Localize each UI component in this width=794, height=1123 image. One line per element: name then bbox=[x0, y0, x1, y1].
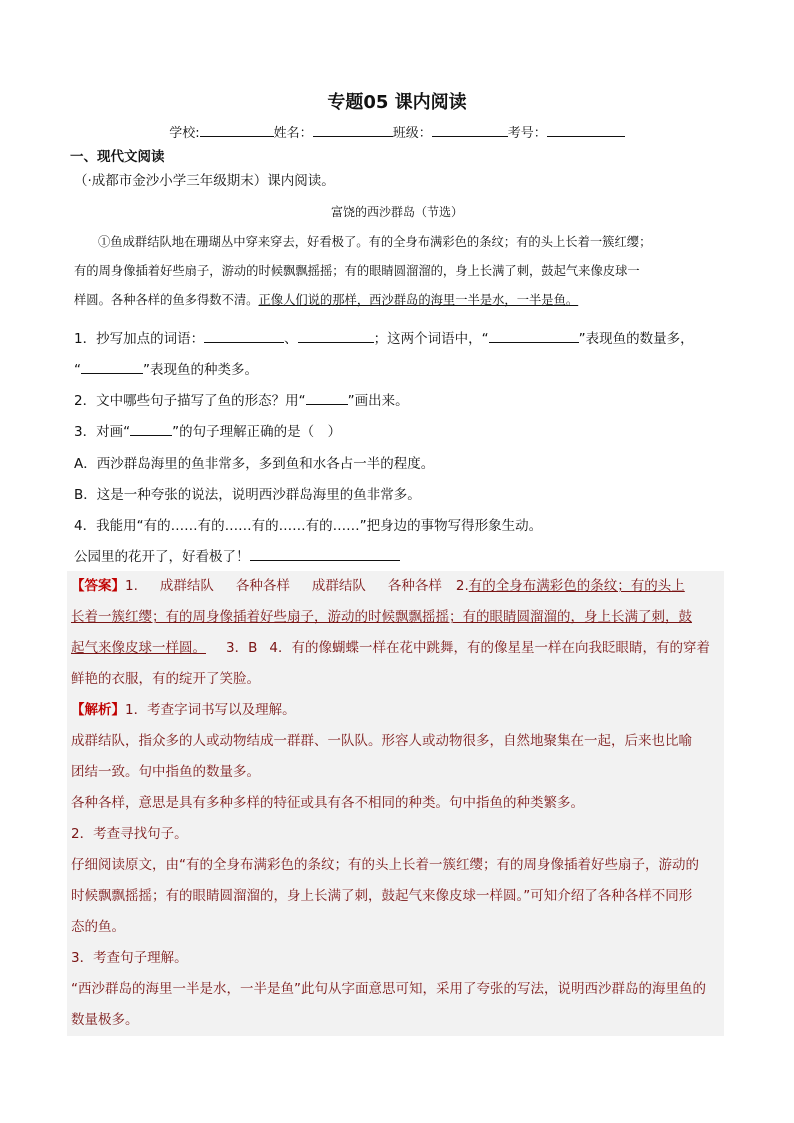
q3-line-sample bbox=[130, 421, 172, 436]
analysis-line: 2．考查寻找句子。 bbox=[71, 826, 188, 842]
question-3 bbox=[74, 420, 341, 440]
name-label: 姓名： bbox=[273, 126, 313, 141]
answer-line: 长着一簇红缨；有的周身像插着好些扇子，游动的时候飘飘摇摇；有的眼睛圆溜溜的，身上长满了刺，鼓 bbox=[71, 609, 692, 625]
class-label: 班级： bbox=[392, 126, 432, 141]
a3-answer: 3．B bbox=[226, 640, 258, 656]
a2-answer: 有的全身布满彩色的条纹；有的头上 bbox=[468, 578, 685, 594]
q4-answer-blank[interactable] bbox=[250, 546, 400, 561]
passage-title: 富饶的西沙群岛（节选） bbox=[330, 205, 463, 219]
analysis-line: 时候飘飘摇摇；有的眼睛圆溜溜的，身上长满了刺，鼓起气来像皮球一样圆。”可知介绍了各种各样不同形 bbox=[71, 888, 693, 904]
analysis-tag: 【解析】 bbox=[71, 702, 125, 718]
question-2 bbox=[74, 389, 409, 409]
analysis-line: “西沙群岛的海里一半是水，一半是鱼”此句从字面意思可知，采用了夸张的写法，说明西沙群岛的海里鱼的 bbox=[71, 981, 706, 997]
q4-example-text: 公园里的花开了，好看极了！ bbox=[74, 549, 250, 565]
passage-line: ①鱼成群结队地在珊瑚丛中穿来穿去，好看极了。有的全身布满彩色的条纹；有的头上长着一簇红缨； bbox=[98, 235, 652, 249]
source-line: （·成都市金沙小学三年级期末）课内阅读。 bbox=[74, 173, 335, 189]
analysis-line: 团结一致。句中指鱼的数量多。 bbox=[71, 764, 260, 780]
question-4: 4．我能用“有的……有的……有的……有的……”把身边的事物写得形象生动。 bbox=[74, 518, 543, 534]
option-a[interactable]: A．西沙群岛海里的鱼非常多，多到鱼和水各占一半的程度。 bbox=[74, 456, 435, 472]
a2-number: 2. bbox=[455, 578, 469, 594]
answer-box bbox=[67, 571, 724, 1036]
section-heading: 一、现代文阅读 bbox=[70, 149, 165, 165]
answer-line: 鲜艳的衣服，有的绽开了笑脸。 bbox=[71, 671, 260, 687]
option-b[interactable]: B．这是一种夸张的说法，说明西沙群岛海里的鱼非常多。 bbox=[74, 487, 421, 503]
q2-text: ”画出来。 bbox=[347, 393, 409, 409]
a4-answer: 有的像蝴蝶一样在花中跳舞，有的像星星一样在向我眨眼睛，有的穿着 bbox=[291, 640, 710, 656]
analysis-line bbox=[71, 695, 296, 726]
analysis-line: 各种各样，意思是具有多种多样的特征或具有各不相同的种类。句中指鱼的种类繁多。 bbox=[71, 795, 584, 811]
q1-blank-1[interactable] bbox=[204, 328, 284, 343]
q1-text: ”表现鱼的数量多， bbox=[578, 331, 694, 347]
class-blank[interactable] bbox=[432, 122, 508, 137]
analysis-line: 仔细阅读原文，由“有的全身布满彩色的条纹；有的头上长着一簇红缨；有的周身像插着好些扇子，游动的 bbox=[71, 857, 699, 873]
passage-line: 有的周身像插着好些扇子，游动的时候飘飘摇摇；有的眼睛圆溜溜的，身上长满了刺，鼓起气来像皮球一 bbox=[74, 264, 640, 278]
q1-text: “ bbox=[74, 362, 81, 378]
a1-word: 成群结队 bbox=[159, 578, 214, 594]
q1-sep: 、 bbox=[284, 331, 298, 347]
a4-number: 4． bbox=[269, 640, 292, 656]
student-info-line bbox=[0, 122, 794, 141]
analysis-line: 3．考查句子理解。 bbox=[71, 950, 188, 966]
a1-number: 1. bbox=[125, 578, 138, 594]
a1-word: 各种各样 bbox=[387, 578, 442, 594]
a2-answer: 起气来像皮球一样圆。 bbox=[71, 640, 206, 656]
q1-blank-2[interactable] bbox=[298, 328, 374, 343]
q2-text: 2．文中哪些句子描写了鱼的形态？用“ bbox=[74, 393, 306, 409]
q2-line-sample bbox=[306, 390, 348, 405]
a1-word: 各种各样 bbox=[235, 578, 290, 594]
analysis-line: 成群结队，指众多的人或动物结成一群群、一队队。形容人或动物很多，自然地聚集在一起，后来也比喻 bbox=[71, 733, 692, 749]
q1-blank-4[interactable] bbox=[81, 359, 143, 374]
passage-line bbox=[74, 286, 734, 315]
number-label: 考号： bbox=[507, 126, 547, 141]
q3-text: 3．对画“ bbox=[74, 424, 131, 440]
school-label: 学校: bbox=[169, 126, 200, 141]
q1-text: ；这两个词语中，“ bbox=[373, 331, 489, 347]
page-title: 专题05 课内阅读 bbox=[327, 92, 467, 113]
question-1-cont bbox=[74, 358, 258, 378]
q1-blank-3[interactable] bbox=[489, 328, 579, 343]
answer-line bbox=[71, 633, 710, 664]
passage-text bbox=[74, 228, 734, 315]
analysis-text: 1．考查字词书写以及理解。 bbox=[125, 702, 296, 718]
question-4-example bbox=[74, 545, 400, 565]
a1-word: 成群结队 bbox=[311, 578, 366, 594]
analysis-line: 数量极多。 bbox=[71, 1012, 139, 1028]
analysis-line: 态的鱼。 bbox=[71, 919, 125, 935]
underlined-sentence: 正像人们说的那样，西沙群岛的海里一半是水，一半是鱼。 bbox=[258, 293, 579, 307]
question-1 bbox=[74, 327, 694, 347]
name-blank[interactable] bbox=[313, 122, 393, 137]
passage-sentence: 样圆。各种各样的鱼多得数不清。 bbox=[74, 293, 259, 307]
q3-text: ”的句子理解正确的是（ ） bbox=[172, 424, 342, 440]
number-blank[interactable] bbox=[547, 122, 625, 137]
answer-line bbox=[71, 571, 685, 602]
school-blank[interactable] bbox=[200, 122, 274, 137]
q1-text: ”表现鱼的种类多。 bbox=[143, 362, 258, 378]
answer-tag: 【答案】 bbox=[71, 578, 125, 594]
q1-text: 1．抄写加点的词语： bbox=[74, 331, 205, 347]
